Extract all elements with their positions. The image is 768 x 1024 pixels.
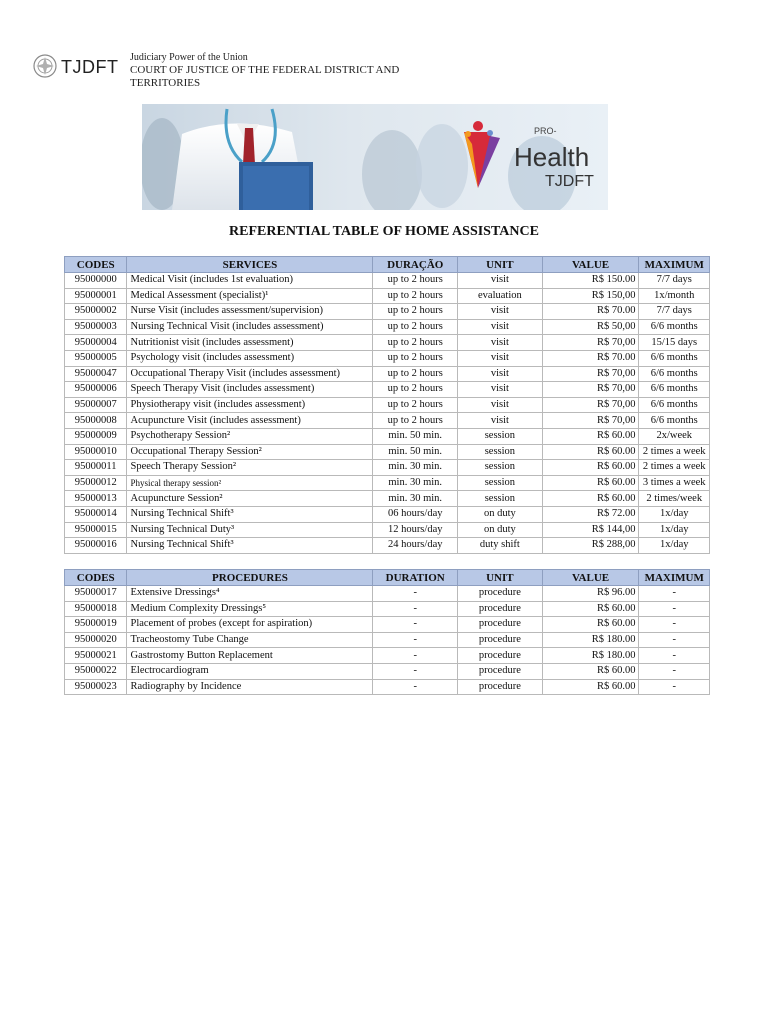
cell-unit: procedure [458,601,543,617]
cell-codes: 95000011 [65,460,127,476]
cell-value: R$ 70,00 [542,413,639,429]
cell-duration: min. 30 min. [373,460,458,476]
column-header-description: PROCEDURES [127,570,373,586]
cell-codes: 95000004 [65,335,127,351]
cell-maximum: - [639,663,710,679]
cell-duration: min. 50 min. [373,444,458,460]
cell-codes: 95000015 [65,522,127,538]
table-row [65,366,710,382]
cell-unit: visit [458,335,543,351]
cell-unit: procedure [458,632,543,648]
cell-description: Physical therapy session² [127,475,373,491]
cell-description: Gastrostomy Button Replacement [127,648,373,664]
cell-maximum: 7/7 days [639,304,710,320]
cell-duration: - [373,648,458,664]
cell-value: R$ 70.00 [542,304,639,320]
table-row [65,304,710,320]
cell-maximum: 6/6 months [639,319,710,335]
cell-codes: 95000020 [65,632,127,648]
cell-duration: - [373,601,458,617]
cell-value: R$ 180.00 [542,632,639,648]
cell-maximum: 15/15 days [639,335,710,351]
cell-value: R$ 60.00 [542,444,639,460]
column-header-maximum: MAXIMUM [639,570,710,586]
column-header-duration: DURATION [373,570,458,586]
cell-duration: - [373,617,458,633]
cell-description: Nursing Technical Visit (includes assessment) [127,319,373,335]
cell-duration: - [373,679,458,695]
cell-duration: up to 2 hours [373,382,458,398]
cell-description: Electrocardiogram [127,663,373,679]
table-row [65,601,710,617]
cell-duration: up to 2 hours [373,397,458,413]
cell-codes: 95000017 [65,586,127,602]
cell-maximum: 1x/month [639,288,710,304]
cell-description: Speech Therapy Visit (includes assessment) [127,382,373,398]
cell-unit: visit [458,397,543,413]
cell-duration: min. 30 min. [373,491,458,507]
page-title: REFERENTIAL TABLE OF HOME ASSISTANCE [229,224,539,239]
cell-unit: session [458,444,543,460]
cell-codes: 95000008 [65,413,127,429]
court-name [130,52,450,90]
cell-duration: up to 2 hours [373,366,458,382]
cell-unit: visit [458,304,543,320]
cell-duration: up to 2 hours [373,413,458,429]
cell-duration: up to 2 hours [373,273,458,289]
cell-unit: visit [458,413,543,429]
table-row [65,506,710,522]
column-header-maximum: MAXIMUM [639,257,710,273]
cell-maximum: 6/6 months [639,413,710,429]
cell-duration: - [373,586,458,602]
banner-image [142,104,608,210]
column-header-codes: CODES [65,257,127,273]
cell-duration: up to 2 hours [373,319,458,335]
table-row [65,522,710,538]
cell-duration: up to 2 hours [373,350,458,366]
cell-value: R$ 70,00 [542,366,639,382]
cell-description: Psychotherapy Session² [127,428,373,444]
cell-value: R$ 60.00 [542,428,639,444]
procedures-table [64,569,710,695]
column-header-description: SERVICES [127,257,373,273]
cell-duration: min. 50 min. [373,428,458,444]
cell-unit: on duty [458,506,543,522]
table-row [65,663,710,679]
table-row [65,413,710,429]
cell-description: Medical Visit (includes 1st evaluation) [127,273,373,289]
cell-maximum: - [639,679,710,695]
cell-description: Medical Assessment (specialist)¹ [127,288,373,304]
cell-unit: procedure [458,679,543,695]
cell-maximum: 6/6 months [639,366,710,382]
cell-codes: 95000016 [65,538,127,554]
table-row [65,475,710,491]
cell-codes: 95000005 [65,350,127,366]
cell-unit: procedure [458,617,543,633]
cell-maximum: - [639,632,710,648]
cell-codes: 95000001 [65,288,127,304]
cell-duration: up to 2 hours [373,288,458,304]
cell-duration: up to 2 hours [373,335,458,351]
table-row [65,288,710,304]
cell-value: R$ 60.00 [542,663,639,679]
cell-codes: 95000006 [65,382,127,398]
cell-value: R$ 60.00 [542,460,639,476]
cell-duration: min. 30 min. [373,475,458,491]
cell-value: R$ 70,00 [542,397,639,413]
cell-description: Nursing Technical Shift³ [127,538,373,554]
cell-duration: - [373,632,458,648]
table-row [65,397,710,413]
cell-codes: 95000002 [65,304,127,320]
cell-unit: duty shift [458,538,543,554]
cell-maximum: - [639,601,710,617]
cell-value: R$ 60.00 [542,491,639,507]
cell-codes: 95000007 [65,397,127,413]
column-header-unit: UNIT [458,570,543,586]
cell-maximum: 6/6 months [639,397,710,413]
cell-maximum: 7/7 days [639,273,710,289]
column-header-unit: UNIT [458,257,543,273]
table-row [65,632,710,648]
cell-maximum: 6/6 months [639,382,710,398]
cell-codes: 95000009 [65,428,127,444]
cell-description: Speech Therapy Session² [127,460,373,476]
column-header-duration: DURAÇÃO [373,257,458,273]
cell-unit: visit [458,350,543,366]
banner-tjdft-text: TJDFT [545,173,594,190]
banner-pro-text: PRO- [534,126,557,136]
cell-codes: 95000023 [65,679,127,695]
cell-unit: session [458,460,543,476]
table-row [65,648,710,664]
cell-duration: - [373,663,458,679]
cell-unit: visit [458,273,543,289]
judiciary-line: Judiciary Power of the Union [130,52,248,63]
cell-unit: session [458,428,543,444]
cell-maximum: 2 times a week [639,460,710,476]
cell-unit: evaluation [458,288,543,304]
table-row [65,428,710,444]
tjdft-logo-text: TJDFT [61,57,119,77]
cell-value: R$ 60.00 [542,617,639,633]
cell-description: Radiography by Incidence [127,679,373,695]
cell-duration: 24 hours/day [373,538,458,554]
table-row [65,491,710,507]
cell-maximum: - [639,648,710,664]
cell-unit: visit [458,366,543,382]
cell-maximum: 2 times/week [639,491,710,507]
cell-duration: up to 2 hours [373,304,458,320]
cell-unit: visit [458,382,543,398]
cell-unit: session [458,475,543,491]
cell-value: R$ 70,00 [542,335,639,351]
cell-value: R$ 70.00 [542,350,639,366]
cell-unit: session [458,491,543,507]
cell-maximum: 6/6 months [639,350,710,366]
cell-value: R$ 60.00 [542,679,639,695]
cell-maximum: 2 times a week [639,444,710,460]
cell-description: Nurse Visit (includes assessment/supervision) [127,304,373,320]
table-row [65,617,710,633]
cell-maximum: - [639,617,710,633]
table-row [65,273,710,289]
cell-codes: 95000003 [65,319,127,335]
cell-codes: 95000000 [65,273,127,289]
table-row [65,319,710,335]
table-row [65,460,710,476]
cell-description: Placement of probes (except for aspiration) [127,617,373,633]
services-table-body [65,273,710,554]
cell-codes: 95000021 [65,648,127,664]
cell-value: R$ 60.00 [542,475,639,491]
cell-codes: 95000013 [65,491,127,507]
table-row [65,444,710,460]
cell-duration: 12 hours/day [373,522,458,538]
cell-value: R$ 144,00 [542,522,639,538]
cell-unit: on duty [458,522,543,538]
cell-description: Acupuncture Visit (includes assessment) [127,413,373,429]
cell-description: Occupational Therapy Session² [127,444,373,460]
cell-maximum: - [639,586,710,602]
cell-value: R$ 96.00 [542,586,639,602]
court-line: COURT OF JUSTICE OF THE FEDERAL DISTRICT AND TERRITORIES [130,64,400,89]
cell-codes: 95000010 [65,444,127,460]
cell-codes: 95000018 [65,601,127,617]
cell-description: Occupational Therapy Visit (includes assessment) [127,366,373,382]
cell-description: Psychology visit (includes assessment) [127,350,373,366]
column-header-codes: CODES [65,570,127,586]
table-row [65,586,710,602]
table-row [65,538,710,554]
cell-maximum: 1x/day [639,522,710,538]
cell-duration: 06 hours/day [373,506,458,522]
cell-description: Nursing Technical Shift³ [127,506,373,522]
cell-codes: 95000012 [65,475,127,491]
cell-unit: visit [458,319,543,335]
cell-value: R$ 180.00 [542,648,639,664]
cell-description: Tracheostomy Tube Change [127,632,373,648]
cell-description: Physiotherapy visit (includes assessment) [127,397,373,413]
cell-value: R$ 70,00 [542,382,639,398]
column-header-value: VALUE [542,257,639,273]
cell-codes: 95000019 [65,617,127,633]
cell-description: Medium Complexity Dressings⁵ [127,601,373,617]
pro-health-banner [142,104,608,210]
cell-value: R$ 60.00 [542,601,639,617]
cell-description: Nursing Technical Duty³ [127,522,373,538]
cell-codes: 95000014 [65,506,127,522]
cell-value: R$ 150.00 [542,273,639,289]
cell-value: R$ 288,00 [542,538,639,554]
cell-codes: 95000022 [65,663,127,679]
cell-value: R$ 50,00 [542,319,639,335]
services-header-row [65,257,710,273]
cell-description: Acupuncture Session² [127,491,373,507]
cell-maximum: 1x/day [639,506,710,522]
table-row [65,679,710,695]
services-table [64,256,710,554]
cell-unit: procedure [458,648,543,664]
table-row [65,350,710,366]
table-row [65,335,710,351]
cell-codes: 95000047 [65,366,127,382]
cell-unit: procedure [458,663,543,679]
cell-maximum: 2x/week [639,428,710,444]
column-header-value: VALUE [542,570,639,586]
cell-unit: procedure [458,586,543,602]
cell-description: Extensive Dressings⁴ [127,586,373,602]
cell-value: R$ 150,00 [542,288,639,304]
cell-value: R$ 72.00 [542,506,639,522]
cell-description: Nutritionist visit (includes assessment) [127,335,373,351]
procedures-table-body [65,586,710,695]
cell-maximum: 1x/day [639,538,710,554]
table-row [65,382,710,398]
banner-health-text: Health [514,142,590,172]
procedures-header-row [65,570,710,586]
cell-maximum: 3 times a week [639,475,710,491]
court-seal-icon [33,52,57,80]
